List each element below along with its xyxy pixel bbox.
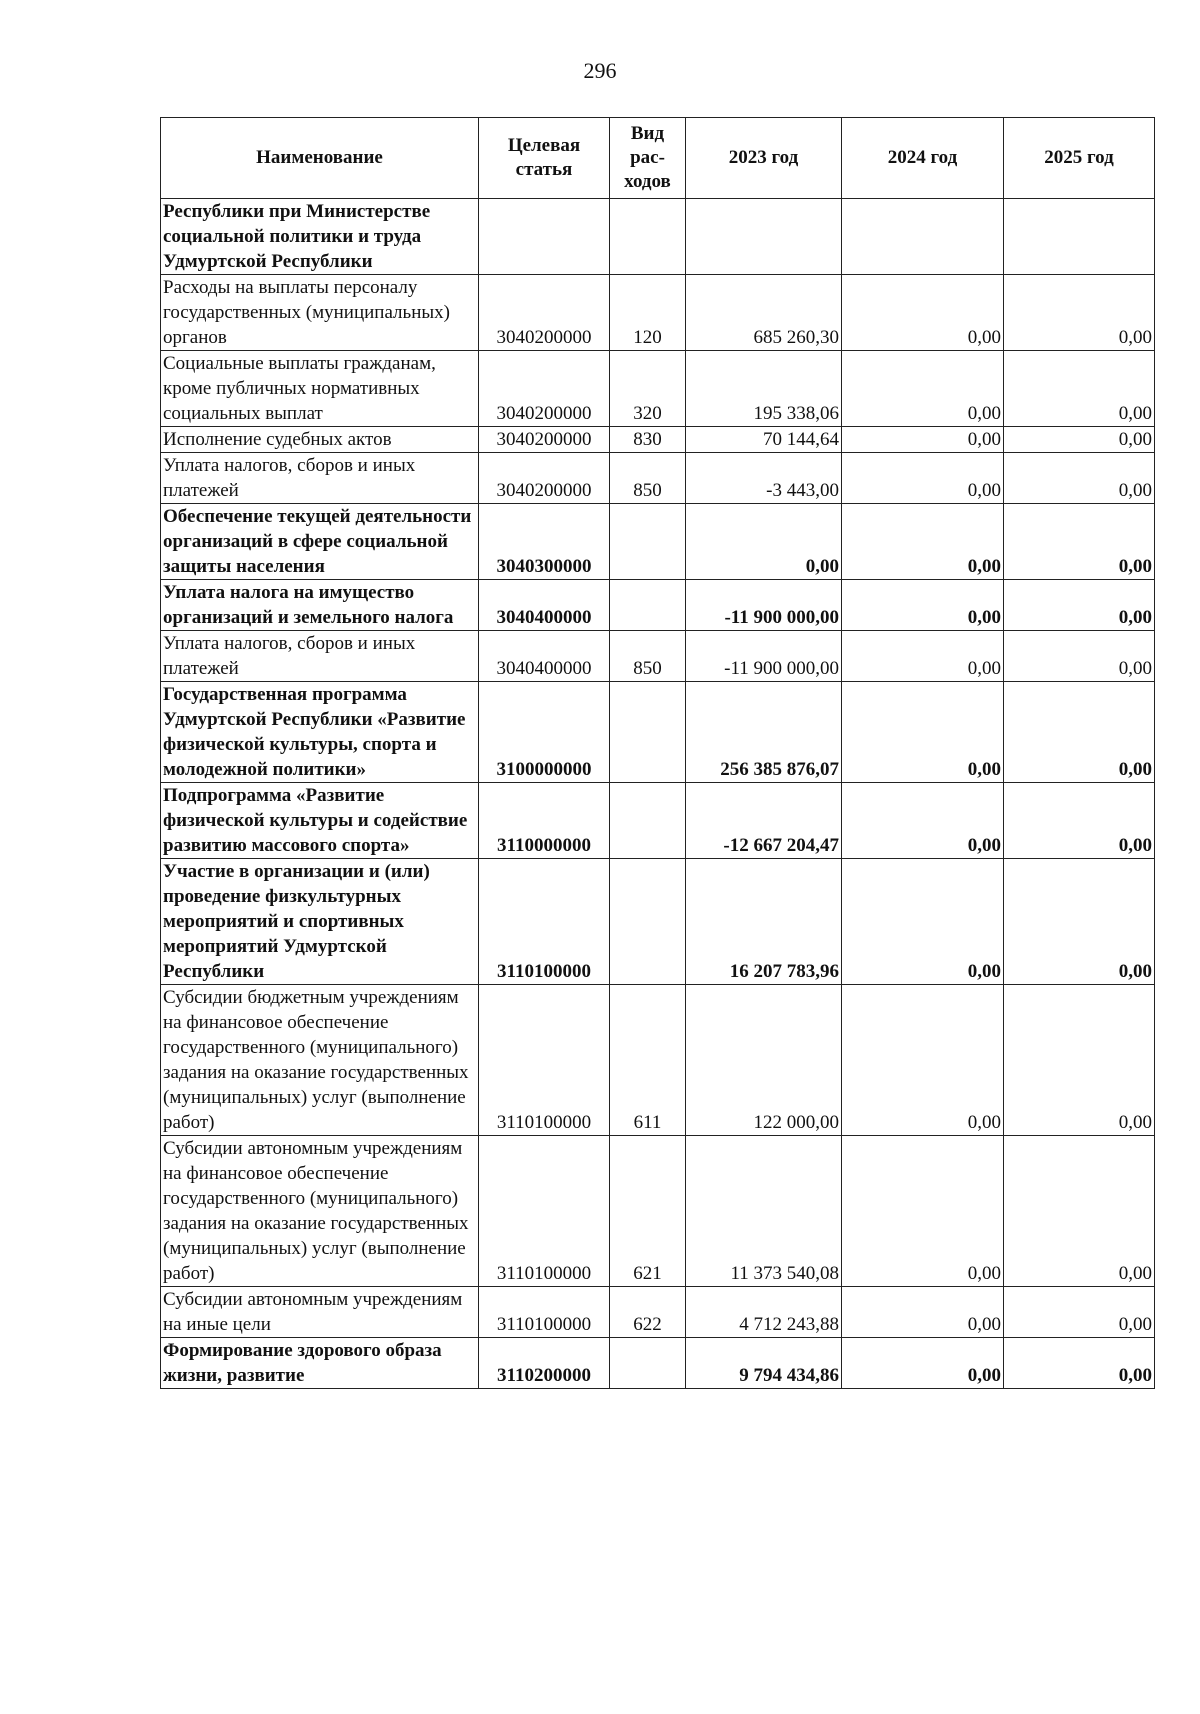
cell-2023: 122 000,00 <box>686 985 842 1136</box>
header-2025: 2025 год <box>1004 118 1155 199</box>
cell-name: Субсидии бюджетным учреждениям на финансовое обеспечение государственного (муниципального) задания на оказание государственных (муниципальных) услуг (выполнение работ) <box>161 985 479 1136</box>
cell-code: 3040400000 <box>479 631 610 682</box>
cell-kind: 830 <box>610 427 686 453</box>
header-name: Наименование <box>161 118 479 199</box>
cell-2024: 0,00 <box>842 275 1004 351</box>
cell-2025: 0,00 <box>1004 682 1155 783</box>
cell-2025: 0,00 <box>1004 504 1155 580</box>
cell-2025: 0,00 <box>1004 631 1155 682</box>
cell-2023: 11 373 540,08 <box>686 1136 842 1287</box>
cell-kind <box>610 783 686 859</box>
cell-2024: 0,00 <box>842 427 1004 453</box>
table-row <box>161 859 1155 985</box>
cell-2024: 0,00 <box>842 453 1004 504</box>
header-kind: Вид рас-ходов <box>610 118 686 199</box>
cell-2024: 0,00 <box>842 631 1004 682</box>
table-row <box>161 580 1155 631</box>
cell-2025: 0,00 <box>1004 783 1155 859</box>
cell-2025: 0,00 <box>1004 859 1155 985</box>
cell-2023: -11 900 000,00 <box>686 631 842 682</box>
cell-name: Государственная программа Удмуртской Республики «Развитие физической культуры, спорта и молодежной политики» <box>161 682 479 783</box>
cell-code: 3110100000 <box>479 1136 610 1287</box>
cell-kind: 120 <box>610 275 686 351</box>
cell-code: 3110000000 <box>479 783 610 859</box>
cell-code <box>479 199 610 275</box>
cell-kind: 320 <box>610 351 686 427</box>
table-row <box>161 504 1155 580</box>
table-header-row <box>161 118 1155 199</box>
cell-code: 3110100000 <box>479 985 610 1136</box>
cell-2023 <box>686 199 842 275</box>
cell-code: 3040200000 <box>479 453 610 504</box>
cell-name: Подпрограмма «Развитие физической культуры и содействие развитию массового спорта» <box>161 783 479 859</box>
cell-2025: 0,00 <box>1004 275 1155 351</box>
table-row <box>161 427 1155 453</box>
cell-2023: -12 667 204,47 <box>686 783 842 859</box>
cell-kind: 850 <box>610 453 686 504</box>
table-row <box>161 682 1155 783</box>
cell-kind <box>610 859 686 985</box>
cell-kind <box>610 580 686 631</box>
table-row <box>161 631 1155 682</box>
cell-name: Исполнение судебных актов <box>161 427 479 453</box>
table-row <box>161 275 1155 351</box>
cell-name: Формирование здорового образа жизни, развитие <box>161 1338 479 1389</box>
cell-kind: 611 <box>610 985 686 1136</box>
cell-name: Расходы на выплаты персоналу государственных (муниципальных) органов <box>161 275 479 351</box>
cell-2023: -11 900 000,00 <box>686 580 842 631</box>
cell-2023: 0,00 <box>686 504 842 580</box>
cell-kind <box>610 504 686 580</box>
cell-2024: 0,00 <box>842 682 1004 783</box>
cell-2023: 4 712 243,88 <box>686 1287 842 1338</box>
cell-2024: 0,00 <box>842 351 1004 427</box>
cell-2025: 0,00 <box>1004 1287 1155 1338</box>
table-row <box>161 985 1155 1136</box>
table-row <box>161 1287 1155 1338</box>
cell-name: Уплата налогов, сборов и иных платежей <box>161 631 479 682</box>
cell-code: 3110100000 <box>479 859 610 985</box>
budget-table <box>160 117 1155 1389</box>
cell-kind: 621 <box>610 1136 686 1287</box>
table-row <box>161 199 1155 275</box>
cell-name: Субсидии автономным учреждениям на финансовое обеспечение государственного (муниципального) задания на оказание государственных (муниципальных) услуг (выполнение работ) <box>161 1136 479 1287</box>
cell-2024: 0,00 <box>842 580 1004 631</box>
cell-name: Участие в организации и (или) проведение физкультурных мероприятий и спортивных мероприятий Удмуртской Республики <box>161 859 479 985</box>
cell-2025: 0,00 <box>1004 1338 1155 1389</box>
cell-name: Уплата налогов, сборов и иных платежей <box>161 453 479 504</box>
cell-2024 <box>842 199 1004 275</box>
cell-2023: 685 260,30 <box>686 275 842 351</box>
cell-name: Уплата налога на имущество организаций и земельного налога <box>161 580 479 631</box>
cell-code: 3110100000 <box>479 1287 610 1338</box>
cell-code: 3040200000 <box>479 275 610 351</box>
header-2024: 2024 год <box>842 118 1004 199</box>
cell-2024: 0,00 <box>842 1287 1004 1338</box>
cell-kind <box>610 682 686 783</box>
cell-2024: 0,00 <box>842 504 1004 580</box>
cell-code: 3040400000 <box>479 580 610 631</box>
cell-2023: 9 794 434,86 <box>686 1338 842 1389</box>
cell-code: 3040300000 <box>479 504 610 580</box>
header-2023: 2023 год <box>686 118 842 199</box>
cell-name: Республики при Министерстве социальной политики и труда Удмуртской Республики <box>161 199 479 275</box>
cell-2023: 16 207 783,96 <box>686 859 842 985</box>
cell-2024: 0,00 <box>842 1136 1004 1287</box>
cell-kind: 850 <box>610 631 686 682</box>
cell-kind: 622 <box>610 1287 686 1338</box>
cell-code: 3040200000 <box>479 427 610 453</box>
cell-name: Обеспечение текущей деятельности организаций в сфере социальной защиты населения <box>161 504 479 580</box>
cell-2024: 0,00 <box>842 1338 1004 1389</box>
table-row <box>161 1136 1155 1287</box>
cell-code: 3040200000 <box>479 351 610 427</box>
cell-2025: 0,00 <box>1004 351 1155 427</box>
cell-2025: 0,00 <box>1004 1136 1155 1287</box>
cell-2025: 0,00 <box>1004 580 1155 631</box>
cell-2023: 256 385 876,07 <box>686 682 842 783</box>
cell-name: Субсидии автономным учреждениям на иные цели <box>161 1287 479 1338</box>
cell-kind <box>610 199 686 275</box>
cell-code: 3110200000 <box>479 1338 610 1389</box>
cell-2025 <box>1004 199 1155 275</box>
header-code: Целевая статья <box>479 118 610 199</box>
cell-kind <box>610 1338 686 1389</box>
page-number: 296 <box>583 58 617 83</box>
table-row <box>161 1338 1155 1389</box>
cell-name: Социальные выплаты гражданам, кроме публичных нормативных социальных выплат <box>161 351 479 427</box>
table-row <box>161 351 1155 427</box>
table-row <box>161 783 1155 859</box>
cell-2023: 195 338,06 <box>686 351 842 427</box>
cell-2023: 70 144,64 <box>686 427 842 453</box>
cell-2025: 0,00 <box>1004 985 1155 1136</box>
cell-2024: 0,00 <box>842 985 1004 1136</box>
table-body <box>161 199 1155 1389</box>
table-row <box>161 453 1155 504</box>
cell-2024: 0,00 <box>842 859 1004 985</box>
cell-code: 3100000000 <box>479 682 610 783</box>
cell-2025: 0,00 <box>1004 427 1155 453</box>
cell-2025: 0,00 <box>1004 453 1155 504</box>
cell-2024: 0,00 <box>842 783 1004 859</box>
cell-2023: -3 443,00 <box>686 453 842 504</box>
